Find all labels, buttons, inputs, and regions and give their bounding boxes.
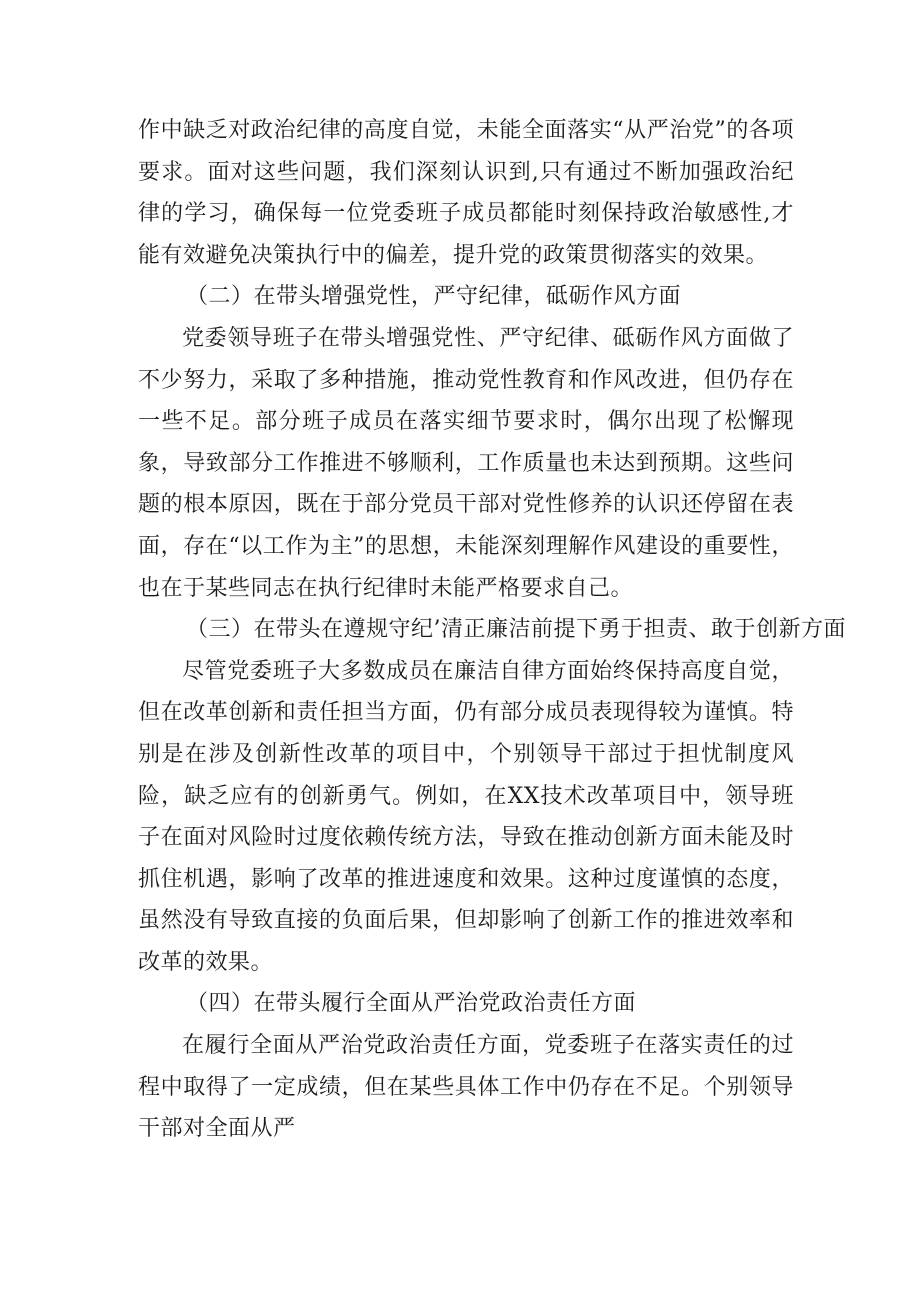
section-heading-3: （三）在带头在遵规守纪’清正廉洁前提下勇于担责、敢于创新方面: [186, 617, 846, 643]
section-heading-2: （二）在带头增强党性，严守纪律，砥砺作风方面: [186, 284, 682, 310]
document-body: [138, 110, 846, 1150]
section-heading-4: （四）在带头履行全面从严治党政治责任方面: [186, 991, 637, 1017]
paragraph-political-discipline-continuation: 作中缺乏对政治纪律的高度自觉，未能全面落实“从严治党”的各项要求。面对这些问题，我们深刻认识到,只有通过不断加强政治纪律的学习，确保每一位党委班子成员都能时刻保持政治敏感性,才能有效避免决策执行中的偏差，提升党的政策贯彻落实的效果。: [138, 118, 794, 268]
paragraph-strict-governance: 在履行全面从严治党政治责任方面，党委班子在落实责任的过程中取得了一定成绩，但在某些具体工作中仍存在不足。个别领导干部对全面从严: [138, 1033, 794, 1142]
paragraph-innovation: 尽管党委班子大多数成员在廉洁自律方面始终保持高度自觉，但在改革创新和责任担当方面，仍有部分成员表现得较为谨慎。特别是在涉及创新性改革的项目中，个别领导干部过于担忧制度风险，缺乏应有的创新勇气。例如，在XX技术改革项目中，领导班子在面对风险时过度依赖传统方法，导致在推动创新方面未能及时抓住机遇，影响了改革的推进速度和效果。这种过度谨慎的态度，虽然没有导致直接的负面后果，但却影响了创新工作的推进效率和改革的效果。: [138, 658, 794, 975]
paragraph-party-spirit: 党委领导班子在带头增强党性、严守纪律、砥砺作风方面做了不少努力，采取了多种措施，推动党性教育和作风改进，但仍存在一些不足。部分班子成员在落实细节要求时，偶尔出现了松懈现象，导致部分工作推进不够顺利，工作质量也未达到预期。这些问题的根本原因，既在于部分党员干部对党性修养的认识还停留在表面，存在“以工作为主”的思想，未能深刻理解作风建设的重要性，也在于某些同志在执行纪律时未能严格要求自己。: [138, 325, 794, 601]
